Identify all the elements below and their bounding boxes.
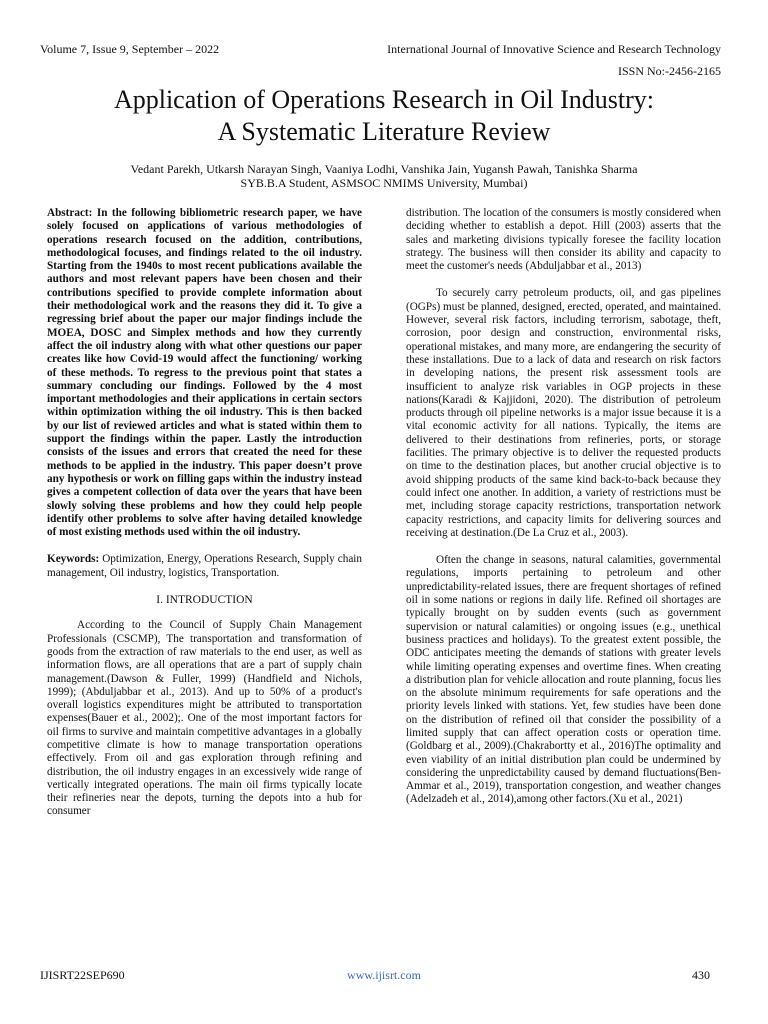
footer-paper-code: IJISRT22SEP690 — [40, 968, 125, 982]
author-block — [20, 163, 748, 190]
paper-title — [20, 84, 748, 148]
left-column — [47, 207, 362, 819]
header-journal-name: International Journal of Innovative Science and Research Technology — [387, 42, 721, 56]
footer-page-number: 430 — [692, 968, 710, 982]
right-paragraph-3: Often the change in seasons, natural calamities, governmental regulations, imports pertaining to petroleum and other unpredictability-related issues, there are frequent shortages of refined oil in some nations or regions in daily life. Refined oil shortages are typically brought on by sudden events (such as government supervision or natural calamities) or ongoing issues (e.g., unethical business practices and holidays). To the greatest extent possible, the ODC anticipates meeting the demands of stations with greater levels while limiting operating expenses and overtime fines. When creating a distribution plan for vehicle allocation and route planning, focus lies on the absolute minimum requirements for safe operations and the priority levels linked with stations. Yet, few studies have been done on the distribution of refined oil that consider the possibility of a limited supply that can affect operation costs or operation time.(Goldbarg et al., 2009).(Chakrabortty et al., 2016)The optimality and even viability of an initial distribution plan could be undermined by considering the unpredictability caused by demand fluctuations(Ben-Ammar et al., 2019), transportation congestion, and weather changes (Adelzadeh et al., 2014),among other factors.(Xu et al., 2021) — [406, 554, 721, 806]
header-volume: Volume 7, Issue 9, September – 2022 — [40, 42, 220, 56]
author-list: Vedant Parekh, Utkarsh Narayan Singh, Vaaniya Lodhi, Vanshika Jain, Yugansh Pawah, Tanishka Sharma — [130, 162, 638, 176]
keywords-label: Keywords: — [47, 553, 100, 566]
keywords-text: Optimization, Energy, Operations Research, Supply chain management, Oil industry, logistics, Transportation. — [47, 553, 362, 579]
abstract: Abstract: In the following bibliometric research paper, we have solely focused on applications of various methodologies of operations research focused on the addition, contributions, methodological focuses, and findings related to the oil industry. Starting from the 1940s to most recent publications available the authors and most relevant papers have been chosen and their contributions specified to provide complete information about their methodological work and the reasons they did it. To give a regressing brief about the paper our major findings include the MOEA, DOSC and Simplex methods and how they currently affect the oil industry along with what other questions our paper creates like how Covid-19 would affect the functioning/ working of these methods. To regress to the previous point that states a summary concluding our findings. Followed by the 4 most important methodologies and their applications in certain sectors within optimization withing the oil industry. This is then backed by our list of reviewed articles and what is stated within them to support the findings within the paper. Lastly the introduction consists of the issues and errors that created the need for these methods to be applied in the industry. This paper doesn’t prove any hypothesis or work on filling gaps within the industry instead gives a competent collection of data over the years that have been slowly solving these problems and how they could help people identify other problems to solve after having detailed knowledge of most existing methods used within the oil industry. — [47, 207, 362, 539]
affiliation: SYB.B.A Student, ASMSOC NMIMS University, Mumbai) — [240, 175, 528, 190]
footer-url-link[interactable]: www.ijisrt.com — [347, 968, 421, 982]
section-heading-introduction: I. INTRODUCTION — [156, 594, 253, 607]
title-line-2: A Systematic Literature Review — [217, 117, 551, 146]
right-paragraph-2: To securely carry petroleum products, oil, and gas pipelines (OGPs) must be planned, designed, erected, operated, and maintained. However, several risk factors, including terrorism, sabotage, theft, corrosion, poor design and construction, environmental risks, operational mistakes, and many more, are endangering the security of these installations. Due to a lack of data and research on risk factors in developing nations, the present risk assessment tools are insufficient to analyze risk variables in OGP projects in these nations(Karadi & Kajjidoni, 2020). The distribution of petroleum products through oil pipeline networks is a major issue because it is a vital economic activity for all nations. Typically, the items are delivered to their destinations from refineries, ports, or storage facilities. The primary objective is to deliver the requested products on time to the destination places, but another crucial objective is to avoid shipping products of the same kind back-to-back because they could infect one another. In addition, a variety of restrictions must be met, including storage capacity restrictions, transportation network capacity restrictions, and capacity limits for delivering sources and receiving at destination.(De La Cruz et al., 2003). — [406, 287, 721, 539]
keywords — [47, 553, 362, 580]
right-paragraph-1: distribution. The location of the consumers is mostly considered when deciding whether to establish a depot. Hill (2003) asserts that the sales and marketing divisions typically foresee the facility location strategy. The business will then consider its ability and capacity to meet the customer's needs (Abduljabbar et al., 2013) — [406, 207, 721, 273]
title-line-1: Application of Operations Research in Oil Industry: — [113, 85, 655, 114]
right-column — [406, 207, 721, 807]
intro-paragraph-1: According to the Council of Supply Chain Management Professionals (CSCMP), The transportation and transformation of goods from the extraction of raw materials to the end user, as well as information flows, are all operations that are a part of supply chain management.(Dawson & Fuller, 1999) (Handfield and Nichols, 1999); (Abduljabbar et al., 2013). And up to 50% of a product's overall logistics expenditures might be attributed to transportation expenses(Bauer et al., 2002);. One of the most important factors for oil firms to survive and maintain competitive advantages in a globally competitive climate is how to manage transportation operations effectively. From oil and gas exploration through refining and distribution, the oil industry engages in an excessively wide range of vertically integrated operations. The main oil firms typically locate their refineries near the depots, turning the depots into a hub for consumer — [47, 619, 362, 818]
header-issn: ISSN No:-2456-2165 — [617, 64, 721, 78]
